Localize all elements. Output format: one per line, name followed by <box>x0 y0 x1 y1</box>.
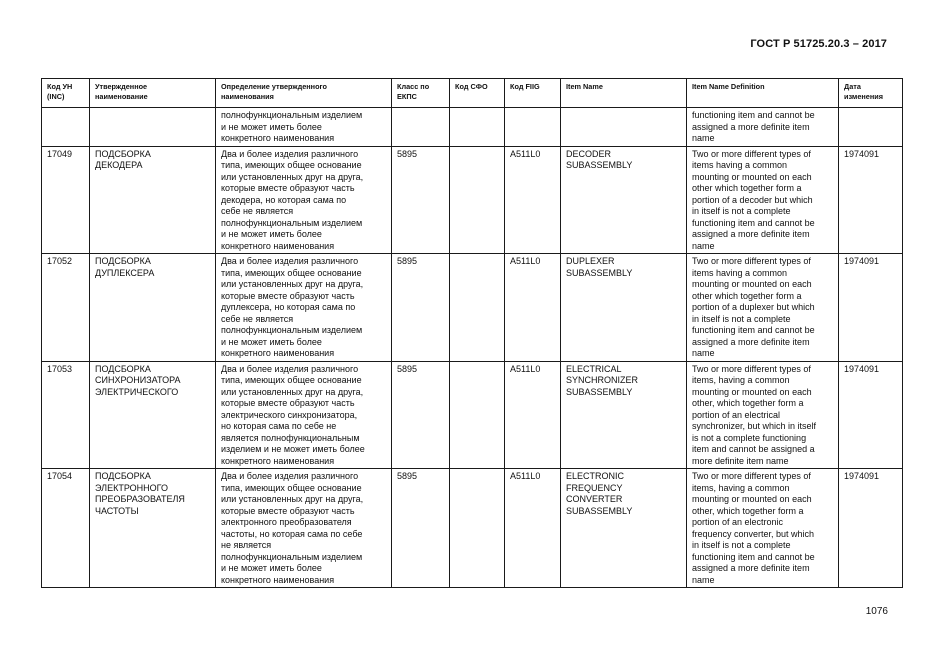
cell-inc: 17053 <box>42 361 90 469</box>
catalog-table <box>41 78 903 588</box>
cell-fiig: A511L0 <box>505 361 561 469</box>
cell-name-ru <box>90 108 216 147</box>
cell-sfo <box>450 469 505 588</box>
cell-definition-ru: полнофункциональным изделием и не может иметь более конкретного наименования <box>216 108 392 147</box>
cell-class: 5895 <box>392 146 450 254</box>
cell-item-name: ELECTRICAL SYNCHRONIZER SUBASSEMBLY <box>561 361 687 469</box>
cell-name-ru: ПОДСБОРКА ДУПЛЕКСЕРА <box>90 254 216 362</box>
cell-inc: 17049 <box>42 146 90 254</box>
cell-item-name: ELECTRONIC FREQUENCY CONVERTER SUBASSEMBLY <box>561 469 687 588</box>
cell-date: 1974091 <box>839 146 903 254</box>
cell-definition-en: Two or more different types of items, having a common mounting or mounted on each other, which together form a portion of an electronic frequency converter, but which in itself is not a complete functioning item and cannot be assigned a more definite item name <box>687 469 839 588</box>
cell-class: 5895 <box>392 469 450 588</box>
cell-sfo <box>450 254 505 362</box>
cell-fiig: A511L0 <box>505 469 561 588</box>
column-header-definition-ru: Определение утвержденного наименования <box>216 79 392 108</box>
cell-definition-en: Two or more different types of items having a common mounting or mounted on each other which together form a portion of a duplexer but which in itself is not a complete functioning item and cannot be assigned a more definite item name <box>687 254 839 362</box>
column-header-approved-name: Утвержденное наименование <box>90 79 216 108</box>
page-number: 1076 <box>865 606 888 617</box>
cell-date: 1974091 <box>839 254 903 362</box>
cell-date <box>839 108 903 147</box>
cell-sfo <box>450 108 505 147</box>
column-header-definition-en: Item Name Definition <box>687 79 839 108</box>
column-header-item-name: Item Name <box>561 79 687 108</box>
cell-name-ru: ПОДСБОРКА ЭЛЕКТРОННОГО ПРЕОБРАЗОВАТЕЛЯ ЧАСТОТЫ <box>90 469 216 588</box>
table-row <box>42 254 903 362</box>
cell-definition-ru: Два и более изделия различного типа, имеющих общее основание или установленных друг на друга, которые вместе образуют часть дуплексера, но которая сама по себе не является полнофункциональным изделием и не может иметь более конкретного наименования <box>216 254 392 362</box>
cell-name-ru: ПОДСБОРКА ДЕКОДЕРА <box>90 146 216 254</box>
cell-date: 1974091 <box>839 361 903 469</box>
cell-item-name: DUPLEXER SUBASSEMBLY <box>561 254 687 362</box>
cell-date: 1974091 <box>839 469 903 588</box>
column-header-fiig: Код FIIG <box>505 79 561 108</box>
cell-fiig: A511L0 <box>505 146 561 254</box>
cell-inc <box>42 108 90 147</box>
cell-item-name: DECODER SUBASSEMBLY <box>561 146 687 254</box>
cell-sfo <box>450 146 505 254</box>
table-row <box>42 146 903 254</box>
cell-class <box>392 108 450 147</box>
cell-name-ru: ПОДСБОРКА СИНХРОНИЗАТОРА ЭЛЕКТРИЧЕСКОГО <box>90 361 216 469</box>
table-row <box>42 108 903 147</box>
cell-class: 5895 <box>392 254 450 362</box>
table-row <box>42 469 903 588</box>
table-header-row <box>42 79 903 108</box>
column-header-class: Класс по ЕКПС <box>392 79 450 108</box>
column-header-sfo: Код СФО <box>450 79 505 108</box>
cell-definition-en: functioning item and cannot be assigned a more definite item name <box>687 108 839 147</box>
cell-definition-en: Two or more different types of items having a common mounting or mounted on each other which together form a portion of a decoder but which in itself is not a complete functioning item and cannot be assigned a more definite item name <box>687 146 839 254</box>
document-code: ГОСТ Р 51725.20.3 – 2017 <box>750 38 887 50</box>
column-header-date: Дата изменения <box>839 79 903 108</box>
cell-class: 5895 <box>392 361 450 469</box>
cell-definition-ru: Два и более изделия различного типа, имеющих общее основание или установленных друг на друга, которые вместе образуют часть электрического синхронизатора, но которая сама по себе не является полнофункциональным изделием и не может иметь более конкретного наименования <box>216 361 392 469</box>
table-row <box>42 361 903 469</box>
cell-inc: 17052 <box>42 254 90 362</box>
cell-definition-en: Two or more different types of items, having a common mounting or mounted on each other, which together form a portion of an electrical synchronizer, but which in itself is not a complete functioning item and cannot be assigned a more definite item name <box>687 361 839 469</box>
cell-item-name <box>561 108 687 147</box>
cell-inc: 17054 <box>42 469 90 588</box>
cell-definition-ru: Два и более изделия различного типа, имеющих общее основание или установленных друг на друга, которые вместе образуют часть декодера, но которая сама по себе не является полнофункциональным изделием и не может иметь более конкретного наименования <box>216 146 392 254</box>
cell-fiig: A511L0 <box>505 254 561 362</box>
cell-fiig <box>505 108 561 147</box>
cell-definition-ru: Два и более изделия различного типа, имеющих общее основание или установленных друг на друга, которые вместе образуют часть электронного преобразователя частоты, но которая сама по себе не является полнофункциональным изделием и не может иметь более конкретного наименования <box>216 469 392 588</box>
cell-sfo <box>450 361 505 469</box>
column-header-inc: Код УН (INC) <box>42 79 90 108</box>
